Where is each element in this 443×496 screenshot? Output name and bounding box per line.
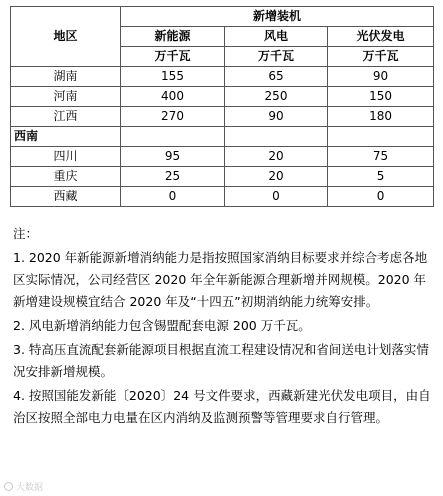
region-cell: 西藏: [11, 187, 121, 207]
column-header-solar: 光伏发电: [328, 27, 434, 47]
region-cell: 河南: [11, 87, 121, 107]
value-cell: 75: [328, 147, 434, 167]
watermark: [4, 480, 43, 493]
value-cell: 90: [328, 67, 434, 87]
watermark-logo-icon: [4, 482, 13, 491]
column-header-new-energy: 新能源: [121, 27, 225, 47]
value-cell: 5: [328, 167, 434, 187]
table-row: [11, 147, 434, 167]
unit-label: 万千瓦: [225, 47, 328, 67]
table-row: [11, 67, 434, 87]
capacity-table: [10, 6, 434, 207]
empty-cell: [121, 127, 225, 147]
value-cell: 25: [121, 167, 225, 187]
value-cell: 250: [225, 87, 328, 107]
value-cell: 65: [225, 67, 328, 87]
empty-cell: [225, 127, 328, 147]
value-cell: 20: [225, 147, 328, 167]
value-cell: 270: [121, 107, 225, 127]
value-cell: 0: [121, 187, 225, 207]
unit-label: 万千瓦: [121, 47, 225, 67]
region-cell: 江西: [11, 107, 121, 127]
notes-section: [13, 223, 433, 431]
column-header-wind: 风电: [225, 27, 328, 47]
value-cell: 155: [121, 67, 225, 87]
note-item: 3. 特高压直流配套新能源项目根据直流工程建设情况和省间送电计划落实情况安排新增规模。: [13, 342, 429, 379]
note-item: 1. 2020 年新能源新增消纳能力是指按照国家消纳目标要求并综合考虑各地区实际情况，公司经营区 2020 年全年新能源合理新增并网规模。2020 年新增建设规模宜结合 2020 年及“十四五”初期消纳能力统筹安排。: [13, 250, 428, 309]
value-cell: 180: [328, 107, 434, 127]
note-item: 2. 风电新增消纳能力包含锡盟配套电源 200 万千瓦。: [13, 318, 311, 333]
region-cell: 四川: [11, 147, 121, 167]
section-row: [11, 127, 434, 147]
table-row: [11, 107, 434, 127]
region-cell: 湖南: [11, 67, 121, 87]
empty-cell: [328, 127, 434, 147]
value-cell: 150: [328, 87, 434, 107]
value-cell: 20: [225, 167, 328, 187]
value-cell: 400: [121, 87, 225, 107]
table-row: [11, 87, 434, 107]
notes-title: 注：: [13, 226, 39, 241]
note-item: 4. 按照国能发新能〔2020〕24 号文件要求，西藏新建光伏发电项目，由自治区按照全部电力电量在区内消纳及监测预警等管理要求自行管理。: [13, 388, 431, 425]
header-row-group: [11, 7, 434, 27]
value-cell: 0: [328, 187, 434, 207]
section-label: 西南: [11, 127, 121, 147]
region-cell: 重庆: [11, 167, 121, 187]
value-cell: 95: [121, 147, 225, 167]
unit-label: 万千瓦: [328, 47, 434, 67]
region-header: 地区: [11, 7, 121, 67]
watermark-text: 大数据: [16, 483, 44, 493]
value-cell: 90: [225, 107, 328, 127]
table-row: [11, 167, 434, 187]
table-row: [11, 187, 434, 207]
group-header: 新增装机: [121, 7, 434, 27]
value-cell: 0: [225, 187, 328, 207]
